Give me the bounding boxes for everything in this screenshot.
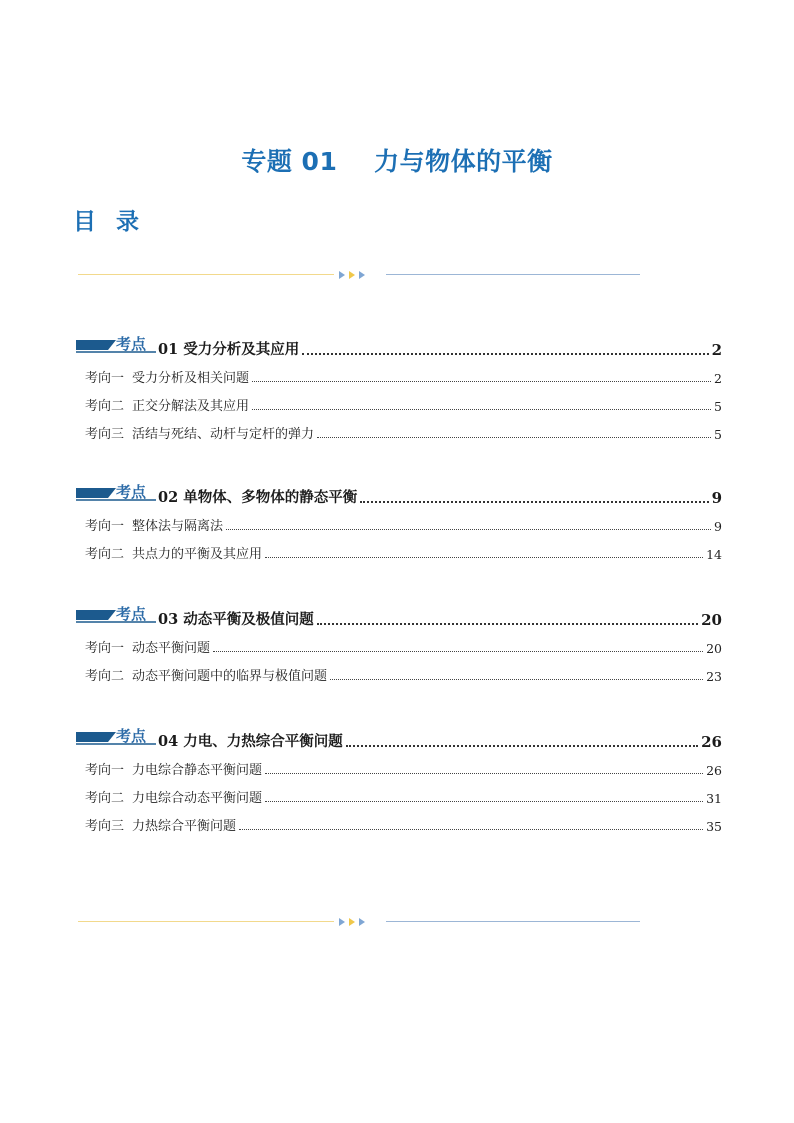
- item-label: 考向一: [85, 371, 125, 386]
- page-number: 2: [711, 341, 722, 359]
- item-text: 力电综合动态平衡问题: [132, 791, 263, 806]
- toc-item-link[interactable]: [85, 368, 722, 386]
- toc-heading: 目 录: [73, 209, 146, 235]
- page-number: 26: [701, 733, 722, 751]
- dot-leader: [226, 529, 711, 530]
- divider-left-line: [78, 921, 334, 922]
- dot-leader: [265, 557, 703, 558]
- page-number: 5: [714, 427, 722, 442]
- divider-right-line: [386, 921, 640, 922]
- dot-leader: [213, 651, 703, 652]
- toc-item-link[interactable]: [85, 396, 722, 414]
- triple-arrow-icon: [339, 270, 369, 280]
- page-number: 20: [706, 641, 722, 656]
- toc-section-link[interactable]: [158, 486, 722, 507]
- kaodian-badge: [76, 484, 156, 502]
- bottom-divider: [78, 917, 640, 927]
- toc-item-link[interactable]: [85, 788, 722, 806]
- item-label: 考向二: [85, 399, 125, 414]
- kaodian-badge: [76, 336, 156, 354]
- dot-leader: [239, 829, 703, 830]
- item-label: 考向三: [85, 819, 125, 834]
- item-text: 动态平衡问题中的临界与极值问题: [132, 669, 328, 684]
- toc-item-link[interactable]: [85, 638, 722, 656]
- dot-leader: [330, 679, 703, 680]
- toc-item-link[interactable]: [85, 666, 722, 684]
- dot-leader: [265, 801, 703, 802]
- page-number: 20: [701, 611, 722, 629]
- page-number: 35: [706, 819, 722, 834]
- item-label: 考向一: [85, 763, 125, 778]
- item-label: 考向三: [85, 427, 125, 442]
- page-number: 31: [706, 791, 722, 806]
- page-number: 26: [706, 763, 722, 778]
- item-text: 整体法与隔离法: [132, 519, 224, 534]
- page-number: 9: [711, 489, 722, 507]
- triple-arrow-icon: [339, 917, 369, 927]
- item-label: 考向一: [85, 641, 125, 656]
- toc-section-1: [76, 336, 722, 442]
- toc-section-3: [76, 606, 722, 684]
- dot-leader: [346, 745, 698, 747]
- badge-label: 考点: [116, 335, 147, 353]
- section-heading: 02 单物体、多物体的静态平衡: [158, 489, 358, 506]
- item-label: 考向一: [85, 519, 125, 534]
- dot-leader: [252, 409, 711, 410]
- kaodian-badge: [76, 606, 156, 624]
- page-number: 2: [714, 371, 722, 386]
- item-text: 活结与死结、动杆与定杆的弹力: [132, 427, 315, 442]
- item-text: 共点力的平衡及其应用: [132, 547, 263, 562]
- item-text: 正交分解法及其应用: [132, 399, 250, 414]
- page-title: 专题 01 力与物体的平衡: [241, 147, 553, 176]
- item-label: 考向二: [85, 669, 125, 684]
- page-number: 9: [714, 519, 722, 534]
- toc-item-link[interactable]: [85, 516, 722, 534]
- badge-label: 考点: [116, 605, 147, 623]
- dot-leader: [317, 437, 711, 438]
- toc-section-2: [76, 484, 722, 562]
- top-divider: [78, 270, 640, 280]
- toc-section-link[interactable]: [158, 338, 722, 359]
- item-text: 力热综合平衡问题: [132, 819, 237, 834]
- toc-item-link[interactable]: [85, 816, 722, 834]
- page-number: 14: [706, 547, 722, 562]
- section-heading: 01 受力分析及其应用: [158, 341, 300, 358]
- dot-leader: [265, 773, 703, 774]
- kaodian-badge: [76, 728, 156, 746]
- item-text: 力电综合静态平衡问题: [132, 763, 263, 778]
- toc-item-link[interactable]: [85, 544, 722, 562]
- dot-leader: [302, 353, 708, 355]
- divider-right-line: [386, 274, 640, 275]
- item-text: 动态平衡问题: [132, 641, 211, 656]
- item-text: 受力分析及相关问题: [132, 371, 250, 386]
- section-heading: 04 力电、力热综合平衡问题: [158, 733, 343, 750]
- item-label: 考向二: [85, 547, 125, 562]
- toc-item-link[interactable]: [85, 760, 722, 778]
- section-heading: 03 动态平衡及极值问题: [158, 611, 314, 628]
- dot-leader: [317, 623, 698, 625]
- page-number: 23: [706, 669, 722, 684]
- divider-left-line: [78, 274, 334, 275]
- badge-label: 考点: [116, 483, 147, 501]
- toc-section-4: [76, 728, 722, 834]
- badge-label: 考点: [116, 727, 147, 745]
- dot-leader: [252, 381, 711, 382]
- toc-item-link[interactable]: [85, 424, 722, 442]
- toc-section-link[interactable]: [158, 730, 722, 751]
- toc-section-link[interactable]: [158, 608, 722, 629]
- item-label: 考向二: [85, 791, 125, 806]
- dot-leader: [360, 501, 708, 503]
- page-number: 5: [714, 399, 722, 414]
